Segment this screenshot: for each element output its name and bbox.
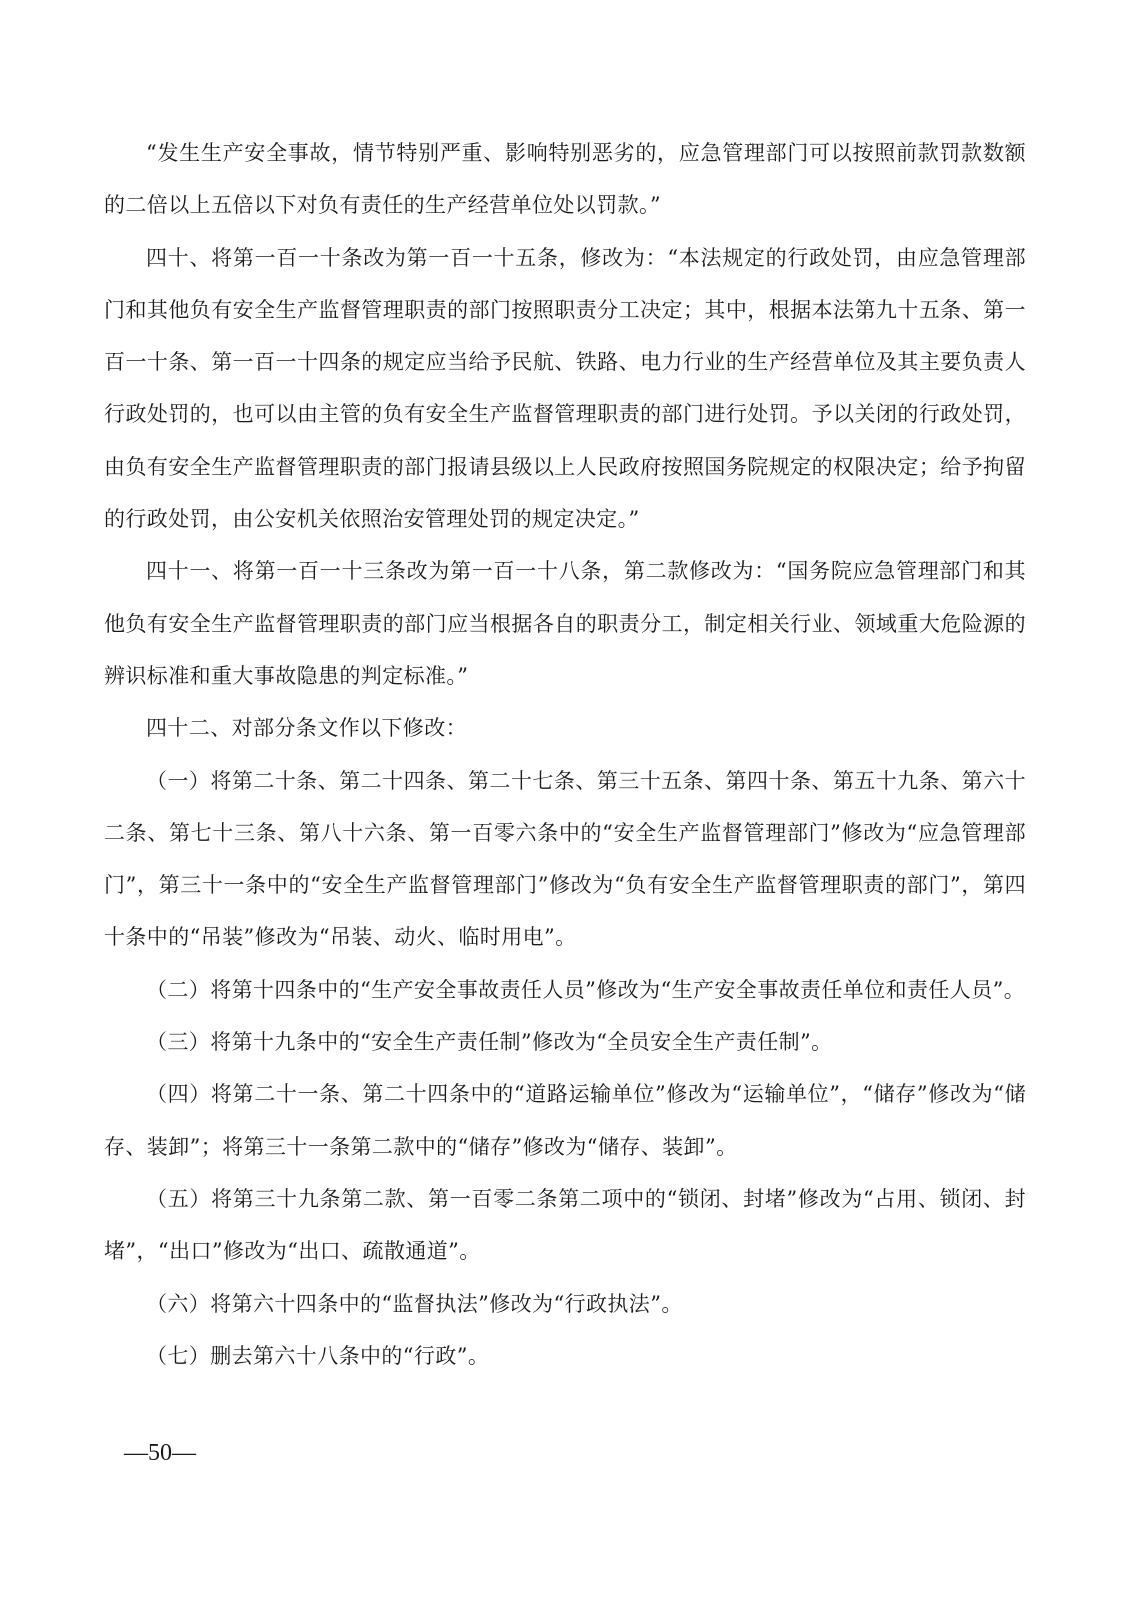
paragraph-subitem-3: （三）将第十九条中的“安全生产责任制”修改为“全员安全生产责任制”。 [146, 1030, 833, 1055]
document-body [104, 127, 1026, 1382]
paragraph-subitem-4: （四）将第二十一条、第二十四条中的“道路运输单位”修改为“运输单位”，“储存”修改为“储存、装卸”；将第三十一条第二款中的“储存”修改为“储存、装卸”。 [104, 1082, 1026, 1159]
paragraph-subitem-2: （二）将第十四条中的“生产安全事故责任人员”修改为“生产安全事故责任单位和责任人员”。 [146, 977, 1026, 1002]
paragraph-penalty-quote: “发生生产安全事故，情节特别严重、影响特别恶劣的，应急管理部门可以按照前款罚款数额的二倍以上五倍以下对负有责任的生产经营单位处以罚款。” [104, 141, 1026, 218]
paragraph-item-40: 四十、将第一百一十条改为第一百一十五条，修改为：“本法规定的行政处罚，由应急管理部门和其他负有安全生产监督管理职责的部门按照职责分工决定；其中，根据本法第九十五条、第一百一十条、第一百一十四条的规定应当给予民航、铁路、电力行业的生产经营单位及其主要负责人行政处罚的，也可以由主管的负有安全生产监督管理职责的部门进行处罚。予以关闭的行政处罚，由负有安全生产监督管理职责的部门报请县级以上人民政府按照国务院规定的权限决定；给予拘留的行政处罚，由公安机关依照治安管理处罚的规定决定。” [104, 245, 1026, 532]
page-number: —50— [124, 1440, 196, 1466]
paragraph-item-41: 四十一、将第一百一十三条改为第一百一十八条，第二款修改为：“国务院应急管理部门和其他负有安全生产监督管理职责的部门应当根据各自的职责分工，制定相关行业、领域重大危险源的辨识标准和重大事故隐患的判定标准。” [104, 559, 1026, 688]
paragraph-subitem-7: （七）删去第六十八条中的“行政”。 [146, 1343, 490, 1368]
paragraph-subitem-1: （一）将第二十条、第二十四条、第二十七条、第三十五条、第四十条、第五十九条、第六十二条、第七十三条、第八十六条、第一百零六条中的“安全生产监督管理部门”修改为“应急管理部门”，第三十一条中的“安全生产监督管理部门”修改为“负有安全生产监督管理职责的部门”，第四十条中的“吊装”修改为“吊装、动火、临时用电”。 [104, 768, 1026, 950]
paragraph-item-42: 四十二、对部分条文作以下修改： [146, 716, 467, 741]
paragraph-subitem-5: （五）将第三十九条第二款、第一百零二条第二项中的“锁闭、封堵”修改为“占用、锁闭、封堵”，“出口”修改为“出口、疏散通道”。 [104, 1186, 1026, 1264]
paragraph-subitem-6: （六）将第六十四条中的“监督执法”修改为“行政执法”。 [146, 1291, 683, 1316]
